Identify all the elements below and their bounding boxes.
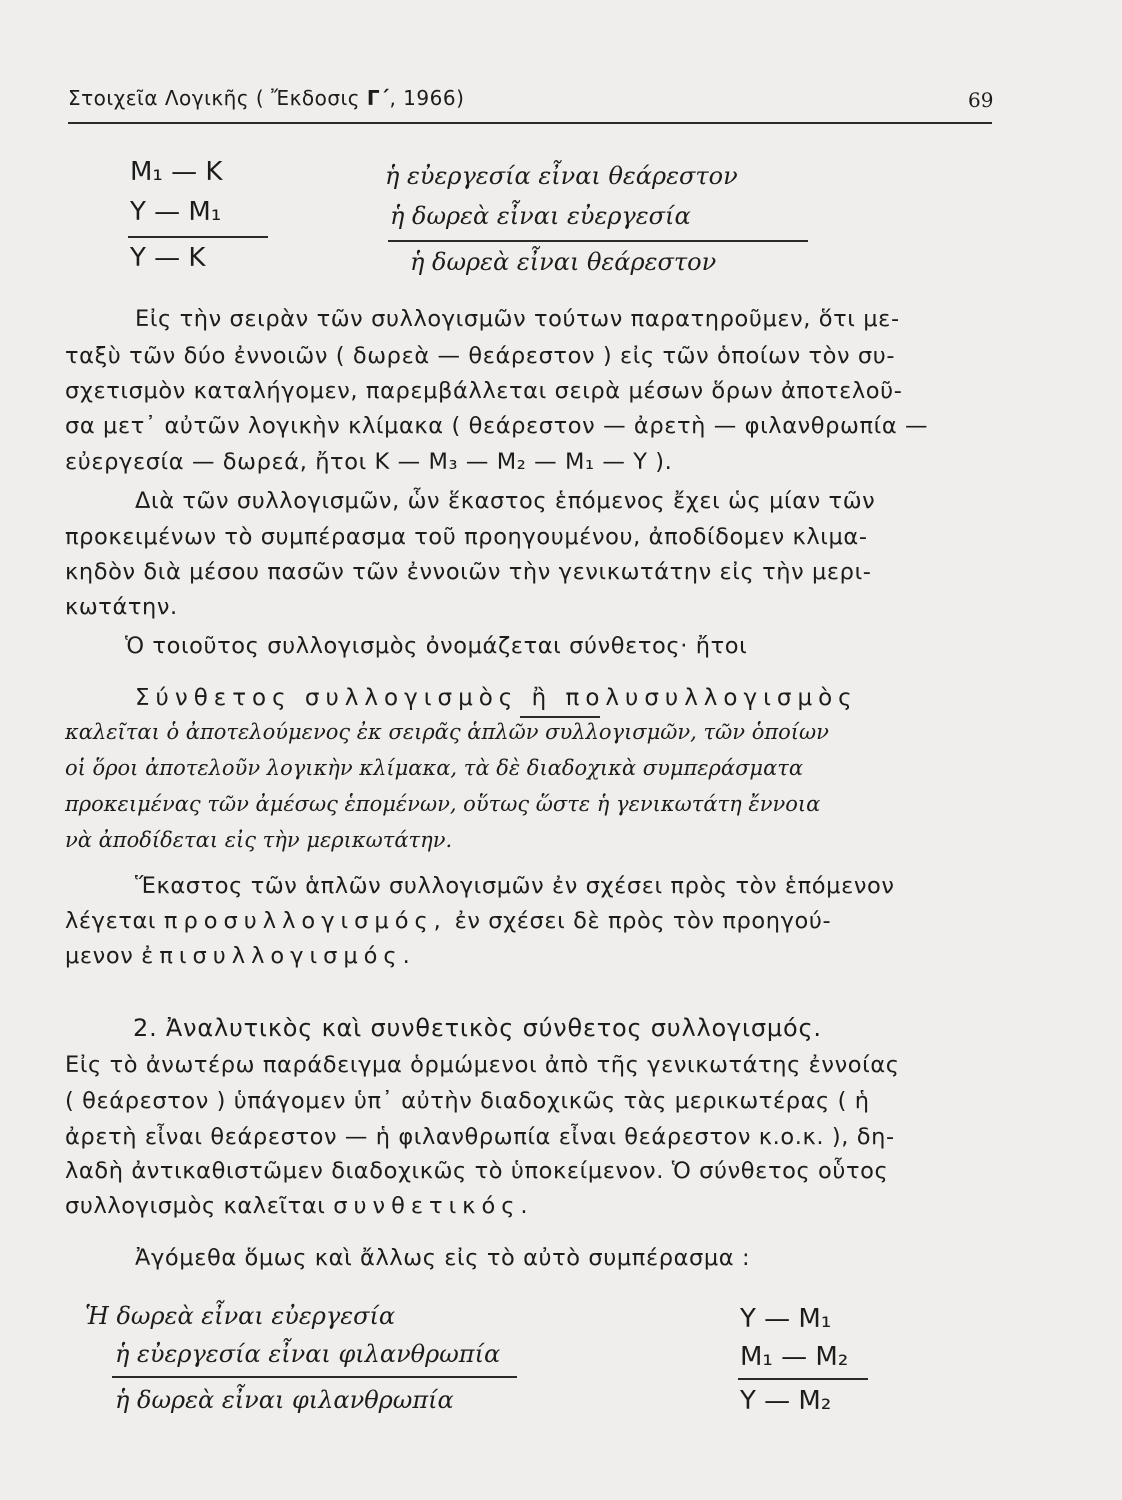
syllogism-1-sym-major: Μ₁ — Κ bbox=[130, 157, 223, 187]
definition-line-1: καλεῖται ὁ ἀποτελούμενος ἐκ σειρᾶς ἁπλῶν συλλογισμῶν, τῶν ὁποίων bbox=[65, 720, 829, 744]
para-4-line-1: Ἕκαστος τῶν ἁπλῶν συλλογισμῶν ἐν σχέσει πρὸς τὸν ἑπόμενον bbox=[135, 873, 895, 899]
syllogism-1-text-rule bbox=[388, 240, 808, 242]
syllogism-2-sym-conclusion: Υ — Μ₂ bbox=[740, 1386, 832, 1416]
syllogism-1-sym-rule bbox=[128, 236, 268, 238]
syllogism-2-sym-major: Υ — Μ₁ bbox=[740, 1304, 832, 1334]
term-prosyllogismos: προσυλλογισμός, bbox=[163, 908, 447, 934]
term-synthetikos: συνθετικός. bbox=[333, 1193, 534, 1219]
definition-line-4: νὰ ἀποδίδεται εἰς τὴν μερικωτάτην. bbox=[65, 828, 453, 852]
section-2-heading: 2. Ἀναλυτικὸς καὶ συνθετικὸς σύνθετος συλλογισμός. bbox=[133, 1014, 822, 1042]
syllogism-1-sym-minor: Υ — Μ₁ bbox=[130, 197, 222, 227]
syllogism-2-sym-minor: Μ₁ — Μ₂ bbox=[740, 1342, 849, 1372]
section-2-line-1: Εἰς τὸ ἀνωτέρω παράδειγμα ὁρμώμενοι ἀπὸ τῆς γενικωτάτης ἐννοίας bbox=[65, 1052, 900, 1078]
edition-year: , 1966) bbox=[389, 86, 465, 110]
syllogism-1-major: ἡ εὐεργεσία εἶναι θεάρεστον bbox=[385, 162, 738, 190]
syllogism-2-conclusion: ἡ δωρεὰ εἶναι φιλανθρωπία bbox=[115, 1386, 454, 1414]
running-title: Στοιχεῖα Λογικῆς ( Ἔκδοσις bbox=[68, 86, 361, 110]
para-4-line-3 bbox=[65, 943, 416, 969]
section-2-line-5a: συλλογισμὸς καλεῖται bbox=[65, 1193, 326, 1219]
para-1-line-1: Εἰς τὴν σειρὰν τῶν συλλογισμῶν τούτων παρατηροῦμεν, ὅτι με- bbox=[135, 306, 900, 332]
paragraph-5: Ἀγόμεθα ὅμως καὶ ἄλλως εἰς τὸ αὐτὸ συμπέρασμα : bbox=[135, 1245, 751, 1271]
para-2-line-2: προκειμένων τὸ συμπέρασμα τοῦ προηγουμένου, ἀποδίδομεν κλιμα- bbox=[65, 524, 868, 550]
para-1-line-2: ταξὺ τῶν δύο ἐννοιῶν ( δωρεὰ — θεάρεστον ) εἰς τῶν ὁποίων τὸν συ- bbox=[65, 343, 896, 369]
para-2-line-3: κηδὸν διὰ μέσου πασῶν τῶν ἐννοιῶν τὴν γενικωτάτην εἰς τὴν μερι- bbox=[65, 559, 872, 585]
syllogism-2-sym-rule bbox=[738, 1378, 868, 1380]
running-header bbox=[68, 86, 464, 110]
section-2-line-5 bbox=[65, 1193, 534, 1219]
para-4-line-2c: ἐν σχέσει δὲ πρὸς τὸν προηγού- bbox=[454, 908, 832, 934]
paragraph-3: Ὁ τοιοῦτος συλλογισμὸς ὀνομάζεται σύνθετος· ἤτοι bbox=[125, 633, 748, 659]
syllogism-2-minor: ἡ εὐεργεσία εἶναι φιλανθρωπία bbox=[115, 1340, 501, 1368]
para-4-line-2 bbox=[65, 908, 831, 934]
section-2-line-3: ἀρετὴ εἶναι θεάρεστον — ἡ φιλανθρωπία εἶναι θεάρεστον κ.ο.κ. ), δη- bbox=[65, 1124, 895, 1150]
para-2-line-4: κωτάτην. bbox=[65, 594, 178, 620]
syllogism-1-conclusion: ἡ δωρεὰ εἶναι θεάρεστον bbox=[410, 248, 717, 276]
para-4-line-2a: λέγεται bbox=[65, 908, 157, 934]
page-number: 69 bbox=[968, 88, 994, 112]
header-rule bbox=[68, 122, 992, 124]
para-1-line-3: σχετισμὸν καταλήγομεν, παρεμβάλλεται σειρὰ μέσων ὅρων ἀποτελοῦ- bbox=[65, 378, 903, 404]
definition-term: Σύνθετος συλλογισμὸς ἢ πολυσυλλογισμὸς bbox=[135, 685, 858, 711]
definition-line-3: προκειμένας τῶν ἀμέσως ἑπομένων, οὕτως ὥστε ἡ γενικωτάτη ἔννοια bbox=[65, 792, 821, 816]
syllogism-2-major: Ἡ δωρεὰ εἶναι εὐεργεσία bbox=[85, 1302, 396, 1330]
edition-number: Γ΄ bbox=[366, 86, 390, 110]
para-1-line-4: σα μετ᾽ αὐτῶν λογικὴν κλίμακα ( θεάρεστον — ἀρετὴ — φιλανθρωπία — bbox=[65, 413, 929, 439]
definition-line-2: οἱ ὅροι ἀποτελοῦν λογικὴν κλίμακα, τὰ δὲ διαδοχικὰ συμπεράσματα bbox=[65, 756, 804, 780]
section-2-line-4: λαδὴ ἀντικαθιστῶμεν διαδοχικῶς τὸ ὑποκείμενον. Ὁ σύνθετος οὗτος bbox=[65, 1158, 889, 1184]
para-4-line-3a: μενον bbox=[65, 943, 134, 969]
term-episyllogismos: ἐπισυλλογισμός. bbox=[141, 943, 416, 969]
syllogism-2-text-rule bbox=[112, 1376, 517, 1378]
para-2-line-1: Διὰ τῶν συλλογισμῶν, ὧν ἕκαστος ἑπόμενος ἔχει ὡς μίαν τῶν bbox=[135, 488, 876, 514]
syllogism-1-sym-conclusion: Υ — Κ bbox=[130, 243, 206, 273]
para-1-line-5: εὐεργεσία — δωρεά, ἤτοι Κ — Μ₃ — Μ₂ — Μ₁ — Υ ). bbox=[65, 449, 673, 475]
syllogism-1-minor: ἡ δωρεὰ εἶναι εὐεργεσία bbox=[390, 202, 691, 230]
definition-term-underline bbox=[520, 716, 600, 718]
section-2-line-2: ( θεάρεστον ) ὑπάγομεν ὑπ᾽ αὐτὴν διαδοχικῶς τὰς μερικωτέρας ( ἡ bbox=[65, 1088, 870, 1114]
